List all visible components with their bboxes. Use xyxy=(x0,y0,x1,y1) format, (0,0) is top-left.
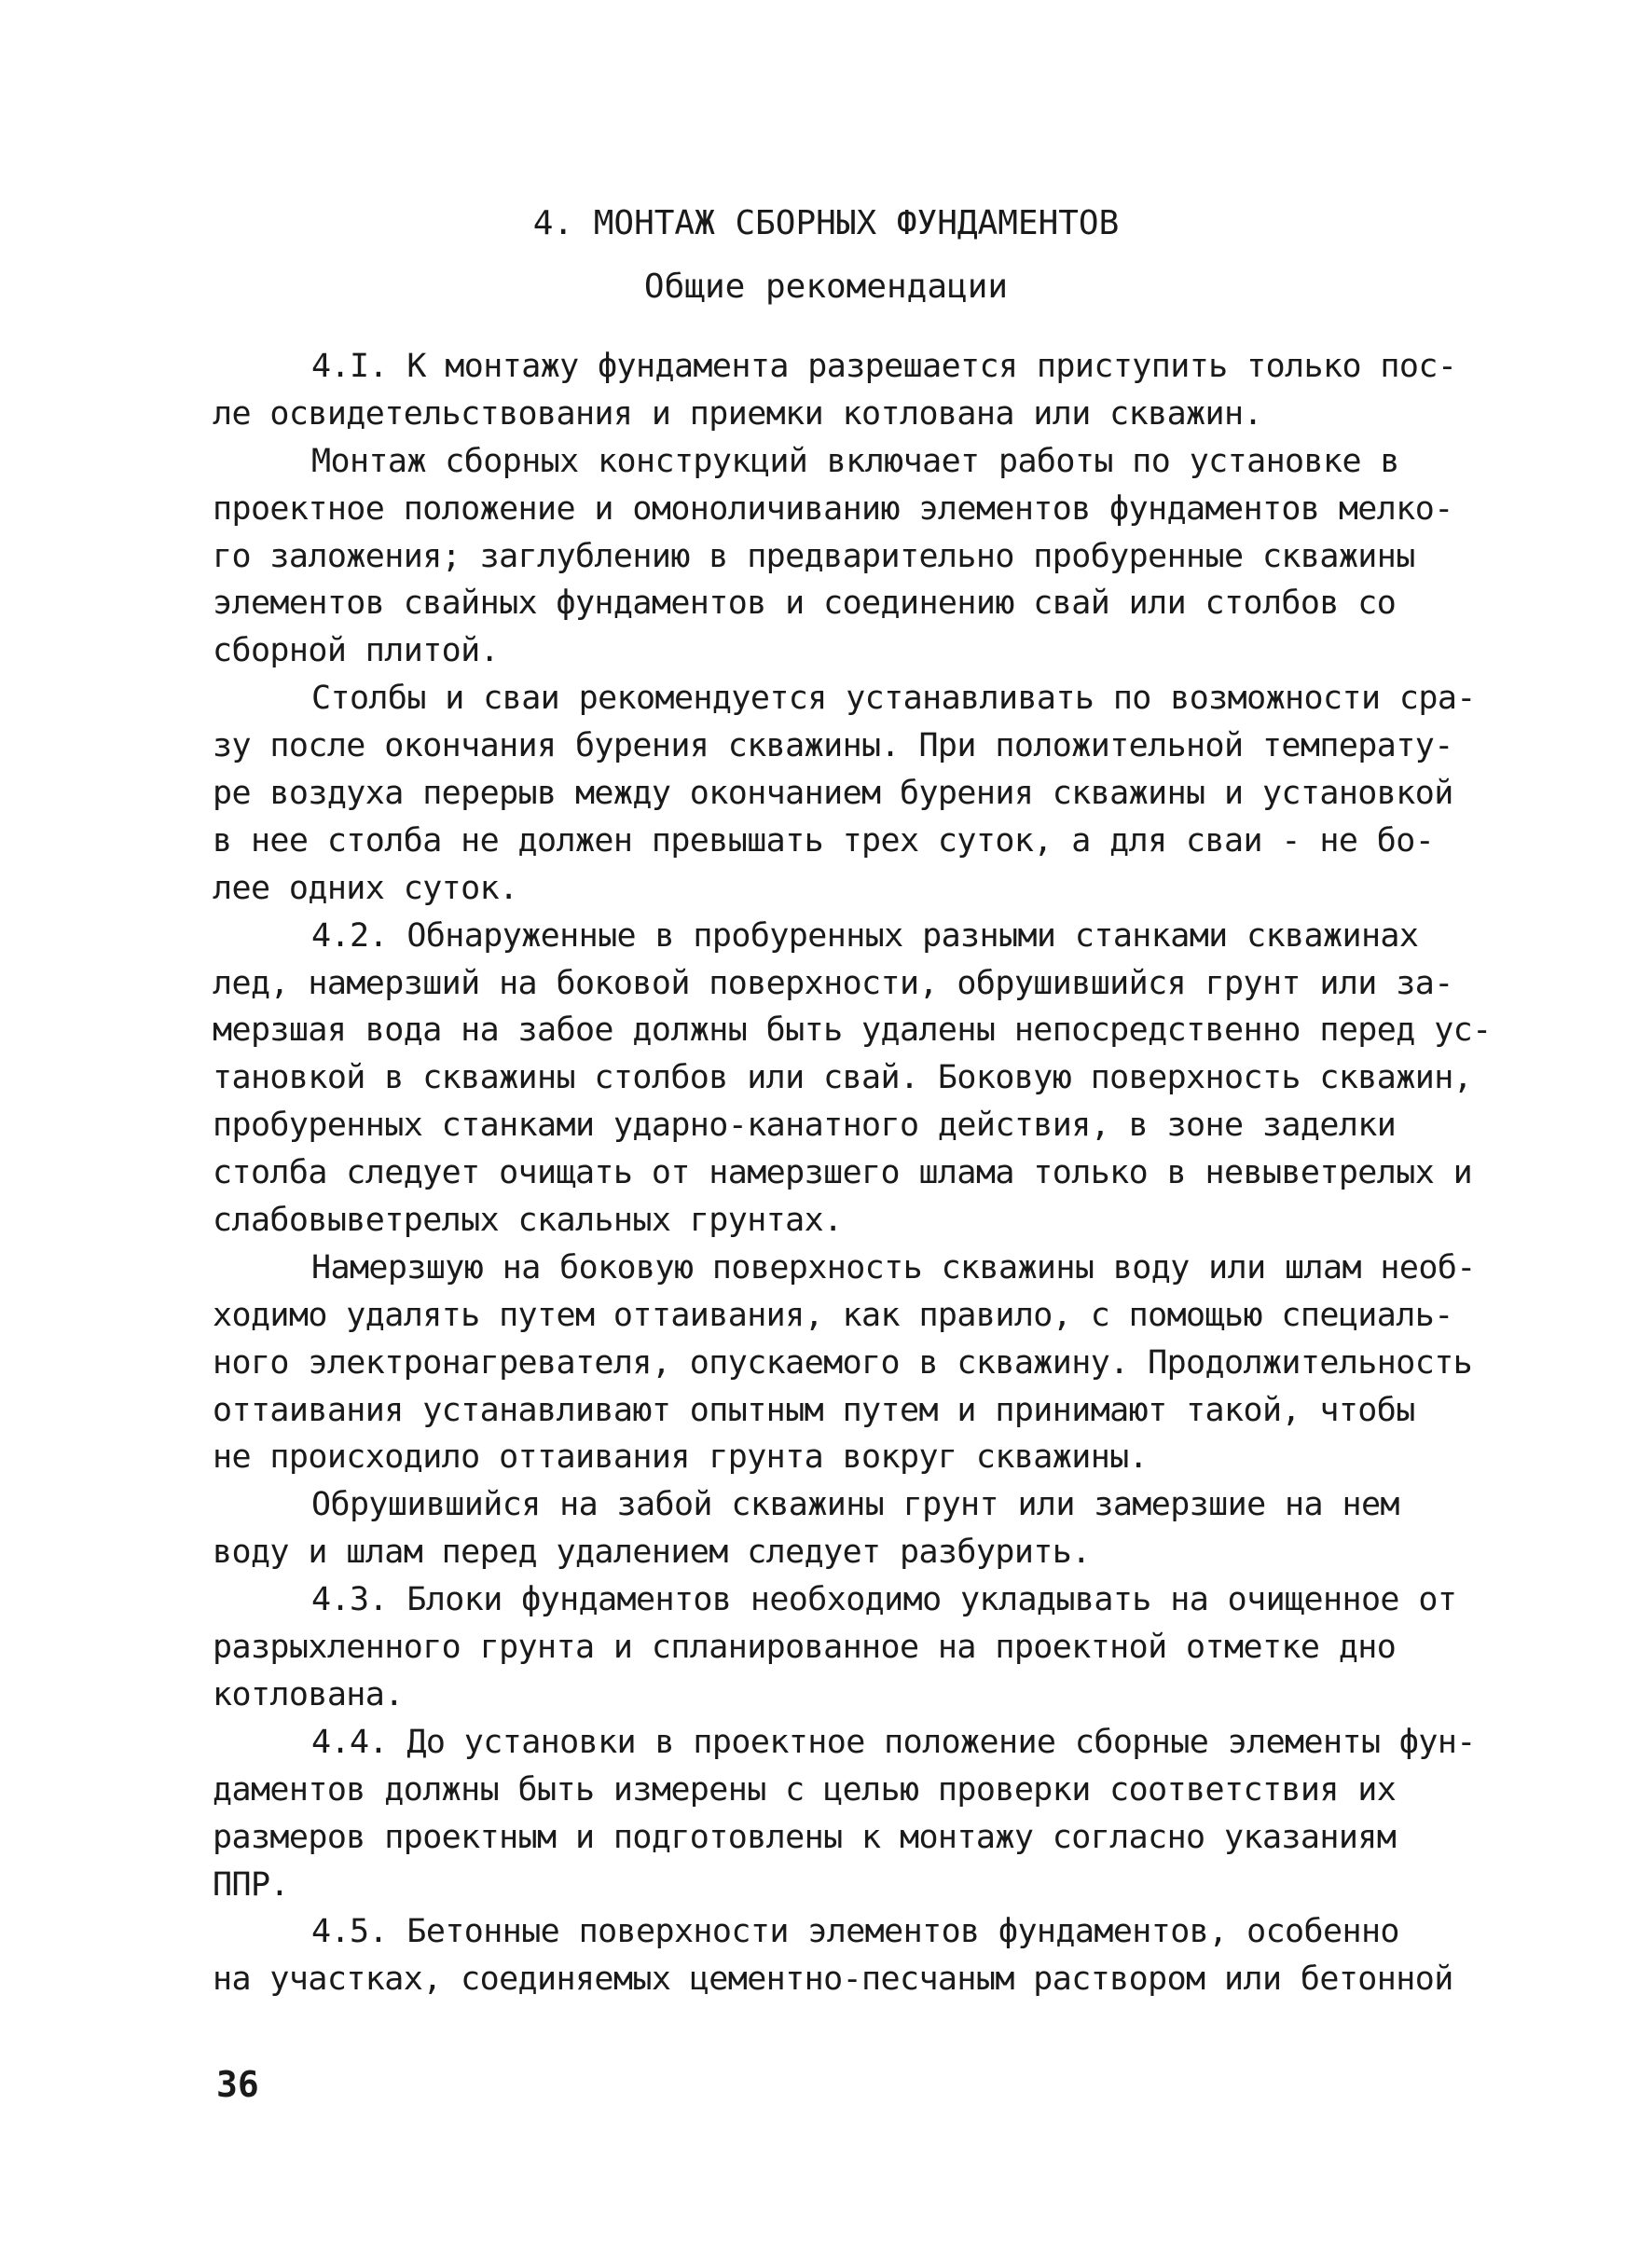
text-line: зу после окончания бурения скважины. При положительной температу- xyxy=(213,727,1453,765)
text-line: тановкой в скважины столбов или свай. Боковую поверхность скважин, xyxy=(213,1059,1473,1097)
text-line: мерзшая вода на забое должны быть удалены непосредственно перед ус- xyxy=(213,1011,1492,1050)
text-line: ле освидетельствования и приемки котлована или скважин. xyxy=(213,394,1262,433)
text-line: ППР. xyxy=(213,1865,289,1904)
text-line: лед, намерзший на боковой поверхности, обрушившийся грунт или за- xyxy=(213,964,1453,1002)
text-line: не происходило оттаивания грунта вокруг скважины. xyxy=(213,1438,1149,1477)
text-line: Обрушившийся на забой скважины грунт или замерзшие на нем xyxy=(311,1486,1399,1524)
text-line: разрыхленного грунта и спланированное на проектной отметке дно xyxy=(213,1629,1397,1667)
text-line: го заложения; заглублению в предварительно пробуренные скважины xyxy=(213,537,1415,575)
text-line: 4.3. Блоки фундаментов необходимо укладывать на очищенное от xyxy=(311,1581,1457,1619)
text-line: даментов должны быть измерены с целью проверки соответствия их xyxy=(213,1770,1397,1809)
section-title: 4. МОНТАЖ СБОРНЫХ ФУНДАМЕНТОВ xyxy=(532,204,1120,242)
text-line: проектное положение и омоноличиванию элементов фундаментов мелко- xyxy=(213,489,1453,528)
text-line: размеров проектным и подготовлены к монтажу согласно указаниям xyxy=(213,1818,1397,1856)
text-line: слабовыветрелых скальных грунтах. xyxy=(213,1202,843,1240)
text-line: 4.I. К монтажу фундамента разрешается приступить только пос- xyxy=(311,348,1457,385)
text-line: в нее столба не должен превышать трех суток, а для сваи - не бо- xyxy=(213,821,1435,860)
page-number: 36 xyxy=(216,2064,259,2105)
text-line: пробуренных станками ударно-канатного действия, в зоне заделки xyxy=(213,1107,1397,1145)
text-line: 4.2. Обнаруженные в пробуренных разными станками скважинах xyxy=(311,916,1419,955)
text-line: элементов свайных фундаментов и соединению свай или столбов со xyxy=(213,585,1397,623)
text-line: лее одних суток. xyxy=(213,869,518,907)
text-line: оттаивания устанавливают опытным путем и принимают такой, чтобы xyxy=(213,1391,1415,1429)
text-line: ре воздуха перерыв между окончанием бурения скважины и установкой xyxy=(213,775,1453,813)
text-line: ного электронагревателя, опускаемого в скважину. Продолжительность xyxy=(213,1343,1473,1382)
text-line: ходимо удалять путем оттаивания, как правило, с помощью специаль- xyxy=(213,1296,1453,1334)
body-text xyxy=(213,343,1499,2003)
text-line: столба следует очищать от намерзшего шлама только в невыветрелых и xyxy=(213,1154,1473,1192)
text-line: Монтаж сборных конструкций включает работы по установке в xyxy=(311,442,1399,480)
text-line: на участках, соединяемых цементно-песчаным раствором или бетонной xyxy=(213,1960,1453,1999)
text-line: 4.5. Бетонные поверхности элементов фундаментов, особенно xyxy=(311,1913,1399,1951)
section-subtitle: Общие рекомендации xyxy=(643,268,1009,306)
text-line: 4.4. До установки в проектное положение сборные элементы фун- xyxy=(311,1723,1476,1761)
text-line: котлована. xyxy=(213,1675,404,1713)
text-line: сборной плитой. xyxy=(213,632,500,670)
text-line: Столбы и сваи рекомендуется устанавливать по возможности сра- xyxy=(311,680,1476,718)
text-line: Намерзшую на боковую поверхность скважины воду или шлам необ- xyxy=(311,1248,1476,1286)
text-line: воду и шлам перед удалением следует разбурить. xyxy=(213,1534,1091,1572)
